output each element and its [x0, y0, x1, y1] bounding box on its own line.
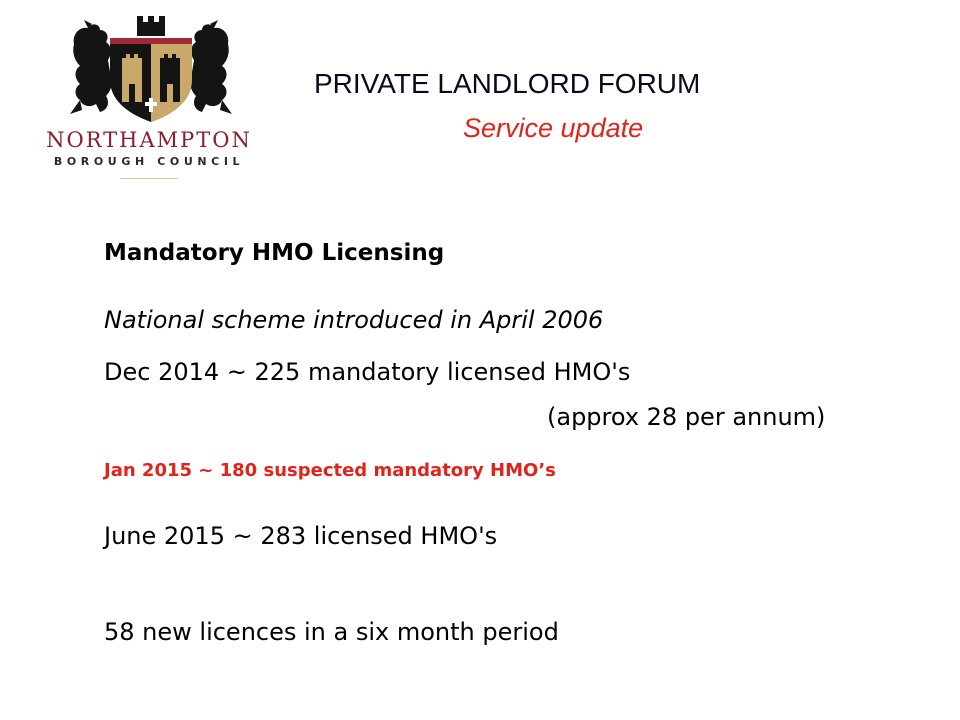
page-title: PRIVATE LANDLORD FORUM: [314, 68, 701, 99]
section-heading: Mandatory HMO Licensing: [104, 240, 445, 266]
borough-crest-icon: [66, 14, 236, 126]
page-subtitle: Service update: [463, 113, 644, 143]
approx-annual-line: (approx 28 per annum): [547, 403, 826, 431]
intro-line: National scheme introduced in April 2006: [104, 306, 604, 334]
logo-divider: [120, 178, 178, 179]
jan-2015-line: Jan 2015 ~ 180 suspected mandatory HMO’s: [104, 460, 556, 481]
june-2015-line: June 2015 ~ 283 licensed HMO's: [104, 522, 498, 550]
dec-2014-line: Dec 2014 ~ 225 mandatory licensed HMO's: [104, 358, 631, 386]
logo-wordmark-line2: BOROUGH COUNCIL: [53, 155, 245, 168]
council-logo: [38, 14, 260, 174]
logo-wordmark-line1: NORTHAMPTON: [46, 128, 252, 152]
new-licences-line: 58 new licences in a six month period: [104, 618, 559, 646]
